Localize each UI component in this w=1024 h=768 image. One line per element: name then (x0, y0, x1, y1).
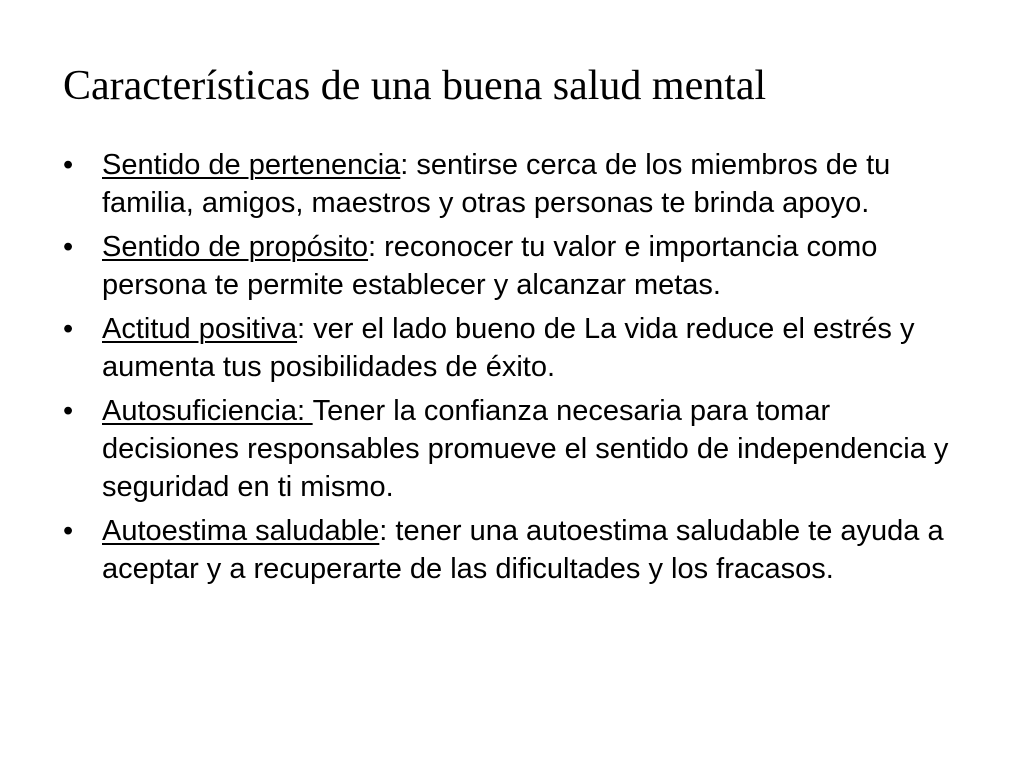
bullet-icon: • (63, 395, 74, 427)
bullet-icon: • (63, 231, 74, 263)
bullet-list (63, 146, 963, 594)
item-text: : tener una autoestima saludable te ayuda a aceptar y a recuperarte de las dificultades y los fracasos. (102, 515, 944, 585)
item-term: Sentido de propósito (102, 231, 369, 263)
item-term: Actitud positiva (102, 313, 298, 345)
item-text: : ver el lado bueno de La vida reduce el estrés y aumenta tus posibilidades de éxito. (102, 313, 915, 383)
item-term: Autosuficiencia: (102, 395, 313, 427)
bullet-icon: • (63, 515, 74, 547)
bullet-icon: • (63, 313, 74, 345)
item-term: Sentido de pertenencia (102, 149, 401, 181)
slide-title: Características de una buena salud mental (63, 63, 767, 109)
list-item (63, 310, 963, 386)
item-text: : sentirse cerca de los miembros de tu familia, amigos, maestros y otras personas te brinda apoyo. (102, 149, 891, 219)
bullet-icon: • (63, 149, 74, 181)
list-item (63, 146, 963, 222)
item-text: Tener la confianza necesaria para tomar decisiones responsables promueve el sentido de independencia y seguridad en ti mismo. (102, 395, 949, 503)
list-item (63, 512, 963, 588)
list-item (63, 392, 963, 506)
item-text: : reconocer tu valor e importancia como persona te permite establecer y alcanzar metas. (102, 231, 878, 301)
list-item (63, 228, 963, 304)
item-term: Autoestima saludable (102, 515, 380, 547)
